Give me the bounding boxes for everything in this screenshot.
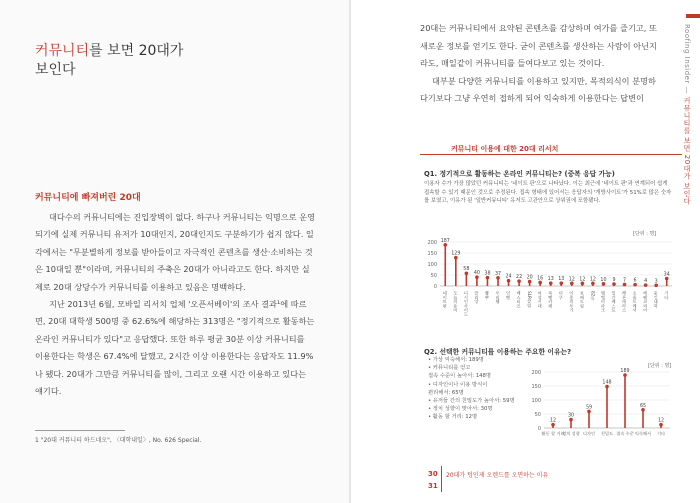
data-label: 12 [657,418,665,424]
data-label: 22 [516,275,523,281]
q2-title: Q2. 선택한 커뮤니티를 이용하는 주요한 이유는? [424,348,572,356]
category-label: 디자인 [582,431,596,436]
chart-section-title: 커뮤니티 이용에 대한 20대 리서치 [451,145,559,153]
category-label: 일간베스트 [611,291,617,312]
q1-description: 이용자 수가 가장 많았던 커뮤니티는 '네이트 판'으로 나타났다. 이는 최근에 '네이트 판'과 연계되어 쉽게 접속할 수 있기 때문인 것으로 추정된다. 접속 형태에 있어서는 응답자의 '개방사이트'가 51%로 많은 숫자를 보였고, 이유가 된 '일반커뮤니티' 유저도 고관안으로 상위권에 포함됐다. [424,181,672,205]
y-tick-label: 150 [531,384,541,390]
left-paragraph-1: 대다수의 커뮤니티에는 진입장벽이 없다. 하구나 커뮤니티는 익명으로 운영되기에 실제 커뮤니티 유저가 10대인지, 20대인지도 구분하기가 쉽지 않다. 일각에서는 "무분별하게 정보를 받아들이고 자극적인 콘텐츠를 생산·소비하는 것은 10대일 뿐"이라며, 커뮤니티의 주축은 20대가 아니라고도 한다. 하지만 실제로 20대 상당수가 커뮤니티를 이용하고 있음은 명백하다. [35,212,316,292]
data-label: 6 [633,278,637,284]
data-label: 34 [663,272,670,278]
chapter-title-rest: 를 보면 20대가 [89,43,184,59]
right-paragraph-2: 대부분 다양한 커뮤니티를 이용하고 있지만, 목적의식이 분명하다기보다 그냥 우연히 접하게 되어 익숙하게 이용한다는 답변이 [420,75,656,104]
data-label: 9 [612,278,616,284]
category-label: 베스티즈 [516,291,522,308]
data-label: 20 [526,275,533,281]
category-label: 기타 [664,291,670,300]
data-label: 189 [620,369,630,375]
category-label: 에펨코리아 [643,291,649,312]
category-label: SLR클럽 [527,291,533,308]
footer-title: 20대가 텅인제 오렌드를 오면하는 이유 [446,472,549,479]
chapter-title-red: 커뮤니티 [35,43,90,59]
category-label: 클리앙 [474,291,480,304]
q2-reason-item: • 활동 할 거리: 12명 [428,414,478,421]
category-label: 기타 [656,431,666,436]
page-number-left: 30 [428,470,438,478]
running-head [682,24,692,205]
category-label: 레몬테라스 [622,291,628,312]
data-label: 4 [644,279,648,285]
data-label: 16 [537,276,544,282]
q2-reason-item: 편리해서: 65명 [428,389,464,396]
category-label: 웃긴대학 [653,291,659,308]
category-label: 엠엘비파크 [600,291,606,312]
q2-reason-item: 접속 수준이 높아서: 148명 [428,373,491,380]
left-paragraph-2: 지난 2013년 6월, 모바일 리서치 업체 '오픈서베이'의 조사 결과¹에 따르면, 20대 대학생 500명 중 62.6%에 해당하는 313명은 "정기적으로 활동하는 온라인 커뮤니티가 있다"고 응답했다. 또한 하루 평균 30분 이상 커뮤니티를 이용한다는 학생은 67.4%에 달했고, 2시간 이상 이용한다는 응답자도 11.9%나 됐다. 20대가 그만큼 커뮤니티를 많이, 그리고 오랜 시간 이용하고 있다는 얘기다. [35,299,315,397]
data-label: 24 [505,274,512,280]
category-label: 여성시대 [537,291,543,308]
q2-reason-list [428,356,528,422]
page-number-right: 31 [428,482,438,490]
running-head-red: 커뮤니티를 보면 20대가 보인다 [683,96,691,205]
chart-section-rule [420,154,682,155]
category-label: 루리웹 [495,291,501,304]
y-tick-label: 200 [531,370,541,376]
category-label: 오늘의유머 [453,291,459,312]
data-label: 12 [549,418,557,424]
data-label: 37 [494,271,502,277]
data-label: 187 [440,238,450,244]
y-tick-label: 200 [427,240,437,246]
category-label: 뽐뿌 [484,291,490,300]
category-label: 접속 수준 [616,431,634,436]
data-label: 65 [639,403,647,409]
left-body-text [35,209,315,400]
y-tick-label: 0 [433,284,437,290]
data-label: 58 [463,267,470,273]
category-label: 익숙해서 [634,431,652,436]
right-body-text [420,20,660,108]
q1-title: Q1. 정기적으로 활동하는 온라인 커뮤니티는? (중복 응답 가능) [424,170,615,178]
category-label: 더쿠 [558,291,564,300]
y-tick-label: 50 [430,273,437,279]
category-label: 82쿡 [590,291,596,301]
data-label: 12 [568,277,575,283]
category-label: 활동 할 거리 [541,431,565,436]
q2-reason-item: • 커뮤니티를 얻고 [428,365,471,372]
y-tick-label: 50 [534,412,541,418]
red-corner-mark [686,14,700,18]
y-tick-label: 100 [427,262,437,268]
section-heading: 커뮤니티에 빠져버린 20대 [35,193,141,203]
y-tick-label: 150 [427,251,437,257]
q2-reason-item: • 디자인이나 이용 방식이 [428,381,488,388]
running-head-plain: Roofing Insider — [683,24,691,97]
chapter-title-line2: 보인다 [35,62,76,78]
q2-reason-item: • 정치 성향이 맞아서: 30명 [428,406,493,413]
q2-reason-item: • 유저들 간의 친밀도가 높아서: 59명 [428,398,515,405]
category-label: 보배드림 [579,291,585,308]
footnote: 1 "20대 커뮤니티 하드네오", 〈대학내일〉, No. 626 Special. [35,437,202,444]
page-number-rule [441,466,442,492]
data-label: 3 [654,279,658,285]
chapter-title [35,40,183,60]
data-label: 12 [589,277,596,283]
data-label: 7 [623,278,627,284]
data-label: 12 [579,277,586,283]
q1-bar-chart [424,236,678,340]
category-label: 인벤 [506,291,512,300]
category-label: 소울드레서 [632,291,638,312]
data-label: 13 [558,277,565,283]
data-label: 38 [484,271,491,277]
category-label: 정치 성향 [562,431,580,436]
y-tick-label: 0 [537,426,541,432]
y-tick-label: 100 [531,398,541,404]
footnote-rule [35,430,125,431]
data-label: 129 [451,251,461,257]
data-label: 13 [547,277,554,283]
category-label: 친밀도 [600,431,614,436]
data-label: 30 [567,413,575,419]
category-label: 이종격투기 [569,291,575,312]
data-label: 10 [600,277,607,283]
q2-bar-chart [526,366,676,456]
q2-reason-item: • 가상 익숙해서: 189명 [428,357,484,363]
data-label: 148 [602,380,612,386]
data-label: 59 [585,405,593,411]
category-label: 쭉빵카페 [548,291,554,308]
category-label: 디시인사이드 [463,291,469,317]
q1-unit: [단위 : 명] [633,231,657,237]
right-paragraph-1: 20대는 커뮤니티에서 요약된 콘텐츠를 감상하며 여가를 즐기고, 또 새로운 정보를 얻기도 한다. 굳이 콘텐츠를 생산하는 사람이 아닌지라도, 매일같이 커뮤니티를 들여다보고 있는 것이다. [420,23,657,69]
category-label: 네이트판 [442,291,448,308]
q2-unit: [단위 : 명] [648,363,672,369]
data-label: 40 [473,271,480,277]
